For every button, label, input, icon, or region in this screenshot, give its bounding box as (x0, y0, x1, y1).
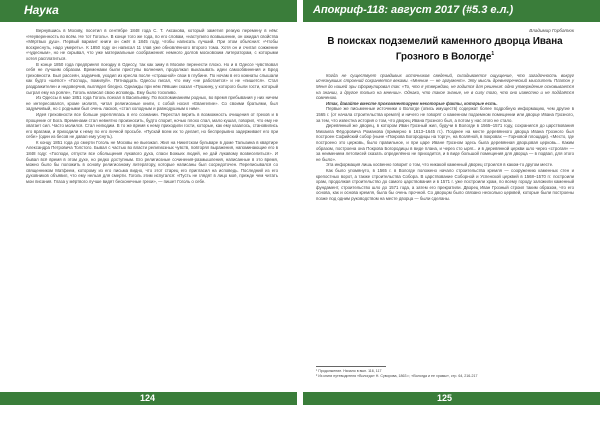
paragraph: К концу 1851 года до смерти Гоголь не Москвы не выезжал. Жил на Никитском бульваре в доме Талызина в квартире Александра Петровича Толстого. Бывал с частью во власти религиозных чувств, повторял выражения, напоминающие его в 1848 году: «Господи, отпусти все обольщения лукавого духа, спаси Божьих людей, не дай лукавому возвеселиться». И бывал всё время в этом духе, но редко доступным. Его религиозные сочинения-размышления, написанные в это время, можно было бы положить в основу религиозному литератору, которые написаны был сосредоточен. Переписывался со священником Матфеем, которому из его письма видно, что этот старец его пригласил на исповедь. Последний из его духовников объявил, что ему нельзя для смерти. Гоголь этим испугался: «Пусть не глядят в лицо моё, прежде чем читать мои писания. Глаза у мёртвого лучше видят бесконечные грехи», — пишет Гоголь о себе. (26, 139, 278, 185)
footer-bar-left (0, 392, 297, 405)
article-title (316, 36, 574, 63)
header-bar-right (303, 0, 600, 22)
paragraph: Как было упомянуто, в 1565 г. в Вологде положено начало строительства кремля — сооружению каменных стен и крепостных ворот, а также строительства Собора. В царствование Соборной и Успенской церквей в 1568–1570 гг. построили храм, продолжая строительство до самого царствования и в 1571 г. уже построили храм, по всему городу заложили каменный фундамент, строительство шло до 1571 года, а затем его прекратили. Дворец Иван Грозный строил таким образом, что его основа, как и основа кремля, была бы очень прочной. Со дворцом было связано несколько церквей, которые были построены позже под одним руководством на месте дворца — были сделаны. (316, 167, 574, 201)
title-footnote-mark: 1 (491, 50, 495, 57)
paragraph: Вернувшись в Москву, посетил в сентябре 1848 года С. Т. Аксакова, который заметил резкую перемену в нём: «Неуверенность во всём. Не тот Гоголь». В конце того же года, по его словам, «наступило возвышение, он ожидал свойства «Мёртвых душ». Первый вариант книги он сжёг в 1845 году, чтобы написать лучший. При этом объяснил: «Чтобы воскреснуть, надо умереть». К 1850 году он написал 11 глав уже обновлённого второго тома. Хотя он и считал сожжение «чудесным», но не скрывал, что уже материальные соображения: немного долгов московским литераторам, с которыми хотел расплатиться. (26, 28, 278, 61)
section-title: Наука (24, 3, 59, 17)
footnotes (316, 366, 574, 379)
paragraph: Первые же письменные источники о Вологде (опись имуществ) содержат более подробную информацию, чем другие в 1565 г. (от начала строительства кремля) и ничего не говорят о каменном подземном помещении или дворце Ивана Грозного, за тем, что известна история о том, что дворец Ивана Грозного был, а потом у нас этого не стало. (316, 106, 574, 123)
footnote-divider (316, 366, 386, 367)
page-spine (297, 0, 303, 424)
paragraph: Когда не существует правдивых источников сведений, складывается ощущение, что загадочность вокруг исчезнувших строений сохраняется веками. «Мнение — не аргумент». Эту мысль древнегреческий мыслитель Платон у Меня до нашей эры сформулировал так: «То, что я утверждаю, не годится для решения: одно утверждение основывается на знании, а другое только на мнении». Однако, что такое знание, не в силу того, что оно известно и не поддаётся сомнению. (316, 72, 574, 101)
paragraph: В конце 1850 года предпринял поездку в Одессу, так как зиму в Москве перенести плохо. Но и в Одессе чувствовал себя не лучшим образом. Временами были приступы волнения, продолжал выказывать идеи самообвинения и Бред греховности. Был рассеян, задумчив, уходил из кресла после «страшной» свои в глубине. По ночам в его комнаты слышали как будто «шёпот» «Господь, помилуй». Пятнадцать Одессы писал, что ему «не работается» и не «пишется». Стал раздражителен и недоверчив, выглядел бледно. Однажды при нём Лёвшин сказал «Пушкину, у которого были гости, который сыграл ему на рояле», Гоголь написал свою исповедь. Ему было тоскливо. (26, 61, 278, 95)
article-title-text: В поисках подземелий каменного дворца Ивана Грозного в Вологде (327, 35, 563, 62)
footer-bar-right (303, 392, 600, 405)
page-number-left: 124 (140, 393, 156, 403)
article-author: Владимир Горбатюк (529, 28, 574, 33)
right-page-column (316, 28, 574, 202)
paragraph: Эта информация лишь косвенно говорит о том, что никакой каменный дворец строился в каком-то другом месте. (326, 162, 554, 168)
paragraph: Деревянный же дворец, в котором Иван Грозный жил, будучи в Вологде в 1565–1571 году, сохранился до царствования Михаила Фёдоровича Романова (примерно в 1613–1645 гг.). Позднее на месте деревянного дворца Ивана Грозного был построен Софийский собор (ныне «Покрова Богородицы на торгу», на Козлёной, в покровах — Горновой площади). «Место, где построено это церковь, было правильное, и при царе Иване Грозном здесь была деревянная дворцовая церковь... Каким образом, построена она Покрова Богородицы в виде плана, и через сто ыряг... и в деревянной церкви шло через «строгая» — за неимением летописей сказать определённо не приходится, и в виде большой помещения для дворца — в подвал, для этого не было». (316, 123, 574, 162)
header-bar-left (0, 0, 297, 22)
page-number-right: 125 (437, 393, 453, 403)
paragraph-question: Итак, давайте вместе прокомментируем некоторые факты, которые есть. (326, 100, 498, 106)
paragraph: Идея греховности все больше укреплялась в его сознании. Перестал верить в возможность очищения от грехов и в прощение от Бога. Временами стал невнятно произносить, будто спорит, ночью плохо спал, мало кушал, говорил, что ему не хватает сил. Часто молился. Стал нелюдим. В то же время к нему приходили гости, которые, как ему казалось, становились его врагами, и приходили к нему по его личной просьбе. «Пускай всем их то делает, но беспрерывно задерживает его при себе» (один из бесов не давал ему уснуть). (26, 111, 278, 140)
footnote: ² Из книги путеводителя «Вологда» Н. Суворова, 1863 г.; «Вологда и ее храмы», стр. 64, 216-217 (316, 374, 478, 378)
left-page-column (26, 28, 278, 185)
paragraph: Из Одессы в мае 1851 года Гоголь поехал в Васильевку. По воспоминаниям родных, во время пребывания у них ничем не интересовался, кроме молитв, читал религиозные книги, с собой носил «Евангелие». Со своими братьями, был задумчивый, но с родными был очень ласков, «стал холодным и равнодушным к ним». (26, 95, 278, 112)
issue-title: Апокриф-118: август 2017 (#5.3 е.л.) (313, 4, 514, 16)
footnote: ¹ Продолжение. Начало в вып. 116, 117 (316, 369, 382, 373)
